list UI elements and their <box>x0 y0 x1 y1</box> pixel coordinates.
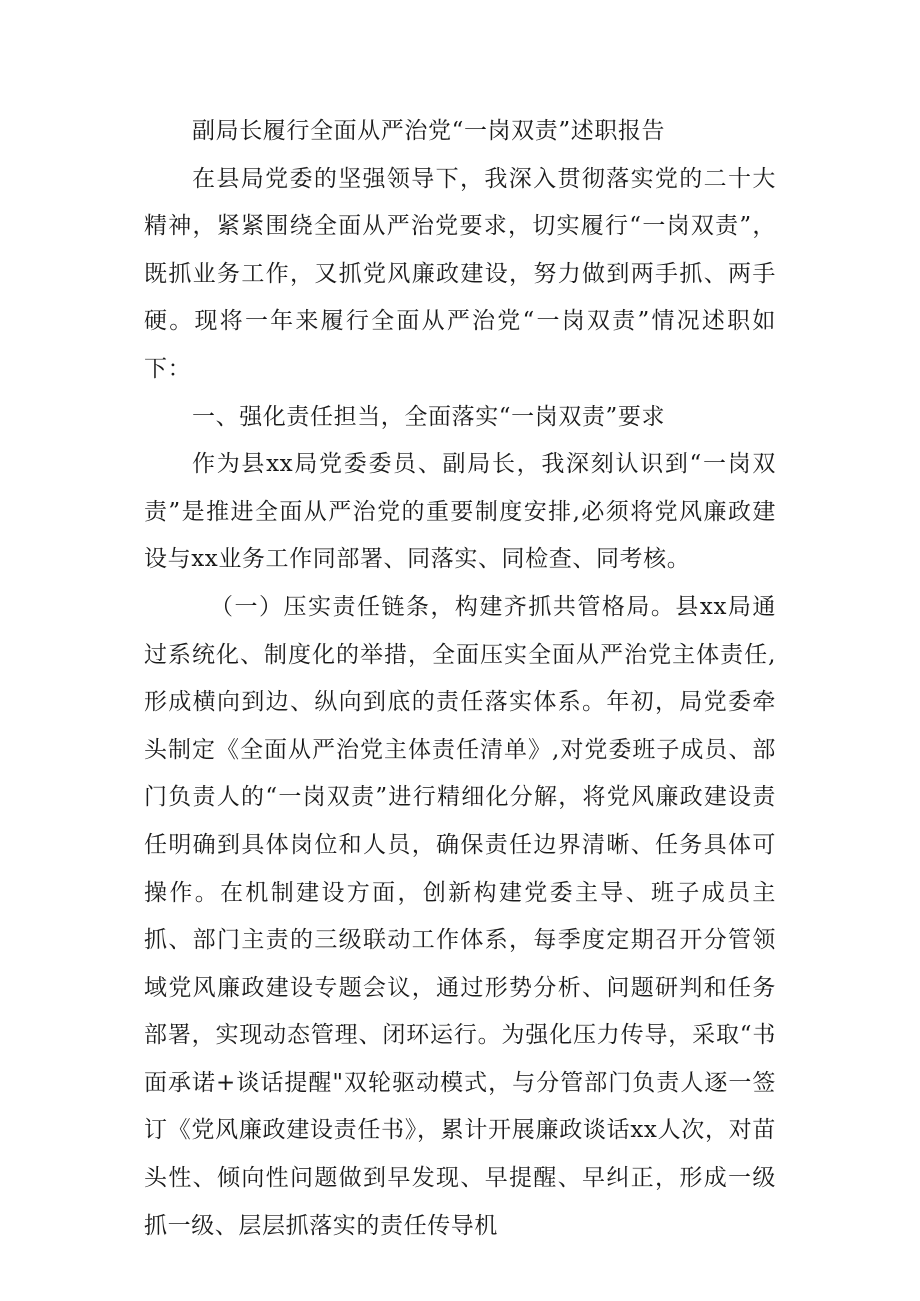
section-1-paragraph: 作为县xx局党委委员、副局长，我深刻认识到“一岗双责”是推进全面从严治党的重要制度安排,必须将党风廉政建设与xx业务工作同部署、同落实、同检查、同考核。 <box>144 451 776 573</box>
section-heading-1: 一、强化责任担当，全面落实“一岗双责”要求 <box>192 403 666 430</box>
document-body <box>144 108 776 1250</box>
intro-paragraph: 在县局党委的坚强领导下，我深入贯彻落实党的二十大精神，紧紧围绕全面从严治党要求，切实履行“一岗双责”，既抓业务工作，又抓党风廉政建设，努力做到两手抓、两手硬。现将一年来履行全面从严治党“一岗双责”情况述职如下： <box>144 165 776 382</box>
document-title: 副局长履行全面从严治党“一岗双责”述职报告 <box>192 118 666 144</box>
subsection-1-paragraph: （一）压实责任链条，构建齐抓共管格局。县xx局通过系统化、制度化的举措，全面压实全面从严治党主体责任,形成横向到边、纵向到底的责任落实体系。年初，局党委牵头制定《全面从严治党主体责任清单》,对党委班子成员、部门负责人的“一岗双责”进行精细化分解，将党风廉政建设责任明确到具体岗位和人员，确保责任边界清晰、任务具体可操作。在机制建设方面，创新构建党委主导、班子成员主抓、部门主责的三级联动工作体系，每季度定期召开分管领域党风廉政建设专题会议，通过形势分析、问题研判和任务部署，实现动态管理、闭环运行。为强化压力传导，采取“书面承诺+谈话提醒"双轮驱动模式，与分管部门负责人逐一签订《党风廉政建设责任书》，累计开展廉政谈话xx人次，对苗头性、倾向性问题做到早发现、早提醒、早纠正，形成一级抓一级、层层抓落实的责任传导机 <box>144 593 776 1239</box>
